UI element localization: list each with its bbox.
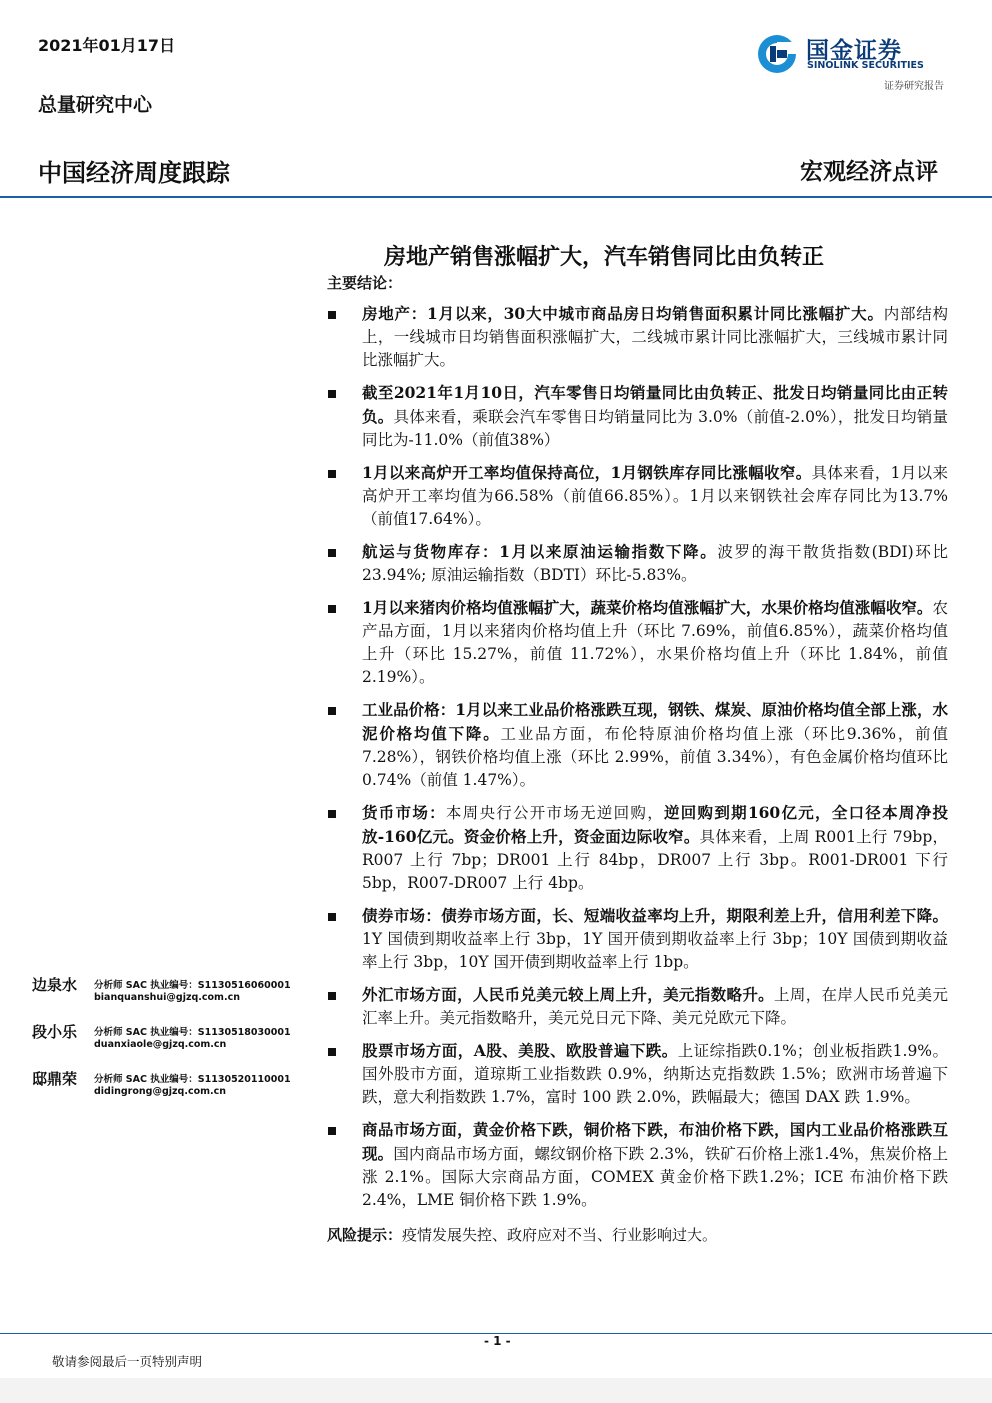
bullet-icon xyxy=(328,605,336,613)
analyst-cert: 分析师 SAC 执业编号：S1130516060001 xyxy=(94,980,291,991)
logo-name-en: SINOLINK SECURITIES xyxy=(807,60,924,71)
footer-disclaimer: 敬请参阅最后一页特别声明 xyxy=(52,1354,203,1369)
bullet-icon xyxy=(328,992,336,1000)
analyst-name: 邸鼎荣 xyxy=(32,1070,78,1088)
bullet-icon xyxy=(328,470,336,478)
key-point-fx-market: 外汇市场方面，人民币兑美元较上周上升，美元指数略升。上周，在岸人民币兑美元汇率上升。美元指数略升，美元兑日元下降、美元兑欧元下降。 xyxy=(326,983,948,1030)
analyst-email[interactable]: bianquanshui@gjzq.com.cn xyxy=(94,992,240,1003)
bullet-icon xyxy=(328,810,336,818)
logo-name-cn: 国金证券 xyxy=(806,38,902,64)
key-point-stock-market: 股票市场方面，A股、美股、欧股普遍下跌。上证综指跌0.1%；创业板指跌1.9%。国外股市方面，道琼斯工业指数跌 0.9%，纳斯达克指数跌 1.5%；欧洲市场普遍下跌，意大利指数跌 1.7%，富时 100 跌 2.0%，跌幅最大；德国 DAX 跌 1.9%。 xyxy=(326,1039,948,1109)
report-date: 2021年01月17日 xyxy=(38,36,176,55)
key-point-bond-market: 债券市场：债券市场方面，长、短端收益率均上升，期限利差上升，信用利差下降。1Y 国债到期收益率上行 3bp，1Y 国开债到期收益率上行 3bp；10Y 国债到期收益率上行 3bp，10Y 国开债到期收益率上行 1bp。 xyxy=(326,904,948,974)
key-point-real-estate: 房地产：1月以来，30大中城市商品房日均销售面积累计同比涨幅扩大。内部结构上，一线城市日均销售面积涨幅扩大，二线城市累计同比涨幅扩大，三线城市累计同比涨幅扩大。 xyxy=(326,302,948,372)
analyst-email[interactable]: duanxiaole@gjzq.com.cn xyxy=(94,1039,227,1050)
bullet-icon xyxy=(328,913,336,921)
logo-subtitle: 证券研究报告 xyxy=(884,81,944,92)
series-title: 中国经济周度跟踪 xyxy=(38,159,230,187)
bullet-icon xyxy=(328,707,336,715)
report-category: 宏观经济点评 xyxy=(800,158,938,185)
analyst-name: 段小乐 xyxy=(32,1023,78,1041)
analyst-cert: 分析师 SAC 执业编号：S1130518030001 xyxy=(94,1027,291,1038)
bullet-icon xyxy=(328,1127,336,1135)
sinolink-logo-icon xyxy=(756,33,798,75)
summary-label: 主要结论： xyxy=(327,274,403,292)
analyst-cert: 分析师 SAC 执业编号：S1130520110001 xyxy=(94,1074,291,1085)
key-point-money-market: 货币市场：本周央行公开市场无逆回购，逆回购到期160亿元，全口径本周净投放-160亿元。资金价格上升，资金面边际收窄。具体来看，上周 R001上行 79bp，R007 上行 7bp；DR001 上行 84bp，DR007 上行 3bp。R001-DR001 下行 5bp，R007-DR007 上行 4bp。 xyxy=(326,801,948,895)
bullet-icon xyxy=(328,549,336,557)
report-headline: 房地产销售涨幅扩大，汽车销售同比由负转正 xyxy=(384,244,825,270)
bullet-icon xyxy=(328,390,336,398)
bullet-icon xyxy=(328,311,336,319)
bullet-icon xyxy=(328,1048,336,1056)
page-number: - 1 - xyxy=(484,1334,511,1348)
risk-warning: 风险提示：疫情发展失控、政府应对不当、行业影响过大。 xyxy=(327,1226,718,1244)
research-center: 总量研究中心 xyxy=(38,94,153,116)
key-point-shipping: 航运与货物库存：1月以来原油运输指数下降。波罗的海干散货指数(BDI)环比23.94%; 原油运输指数（BDTI）环比-5.83%。 xyxy=(326,540,948,587)
key-point-agri-prices: 1月以来猪肉价格均值涨幅扩大，蔬菜价格均值涨幅扩大，水果价格均值涨幅收窄。农产品方面，1月以来猪肉价格均值上升（环比 7.69%，前值6.85%），蔬菜价格均值上升（环比 15.27%，前值 11.72%），水果价格均值上升（环比 1.84%，前值 2.19%）。 xyxy=(326,596,948,689)
key-points-list xyxy=(326,302,948,1221)
analyst-name: 边泉水 xyxy=(32,976,78,994)
key-point-auto-sales: 截至2021年1月10日，汽车零售日均销量同比由负转正、批发日均销量同比由正转负。具体来看，乘联会汽车零售日均销量同比为 3.0%（前值-2.0%），批发日均销量同比为-11.0%（前值38%） xyxy=(326,381,948,452)
header-divider xyxy=(0,196,992,198)
key-point-steel: 1月以来高炉开工率均值保持高位，1月钢铁库存同比涨幅收窄。具体来看，1月以来高炉开工率均值为66.58%（前值66.85%）。1月以来钢铁社会库存同比为13.7%（前值17.64%）。 xyxy=(326,461,948,531)
footer-band xyxy=(0,1378,992,1403)
key-point-industrial-prices: 工业品价格：1月以来工业品价格涨跌互现，钢铁、煤炭、原油价格均值全部上涨，水泥价格均值下降。工业品方面，布伦特原油价格均值上涨（环比9.36%，前值 7.28%），钢铁价格均值上涨（环比 2.99%，前值 3.34%），有色金属价格均值环比 0.74%（前值 1.47%）。 xyxy=(326,698,948,792)
company-logo xyxy=(756,30,946,92)
analyst-email[interactable]: didingrong@gjzq.com.cn xyxy=(94,1086,227,1097)
key-point-commodity-market: 商品市场方面，黄金价格下跌，铜价格下跌，布油价格下跌，国内工业品价格涨跌互现。国内商品市场方面，螺纹钢价格下跌 2.3%，铁矿石价格上涨1.4%，焦炭价格上涨 2.1%。国际大宗商品方面，COMEX 黄金价格下跌1.2%；ICE 布油价格下跌 2.4%，LME 铜价格下跌 1.9%。 xyxy=(326,1118,948,1212)
